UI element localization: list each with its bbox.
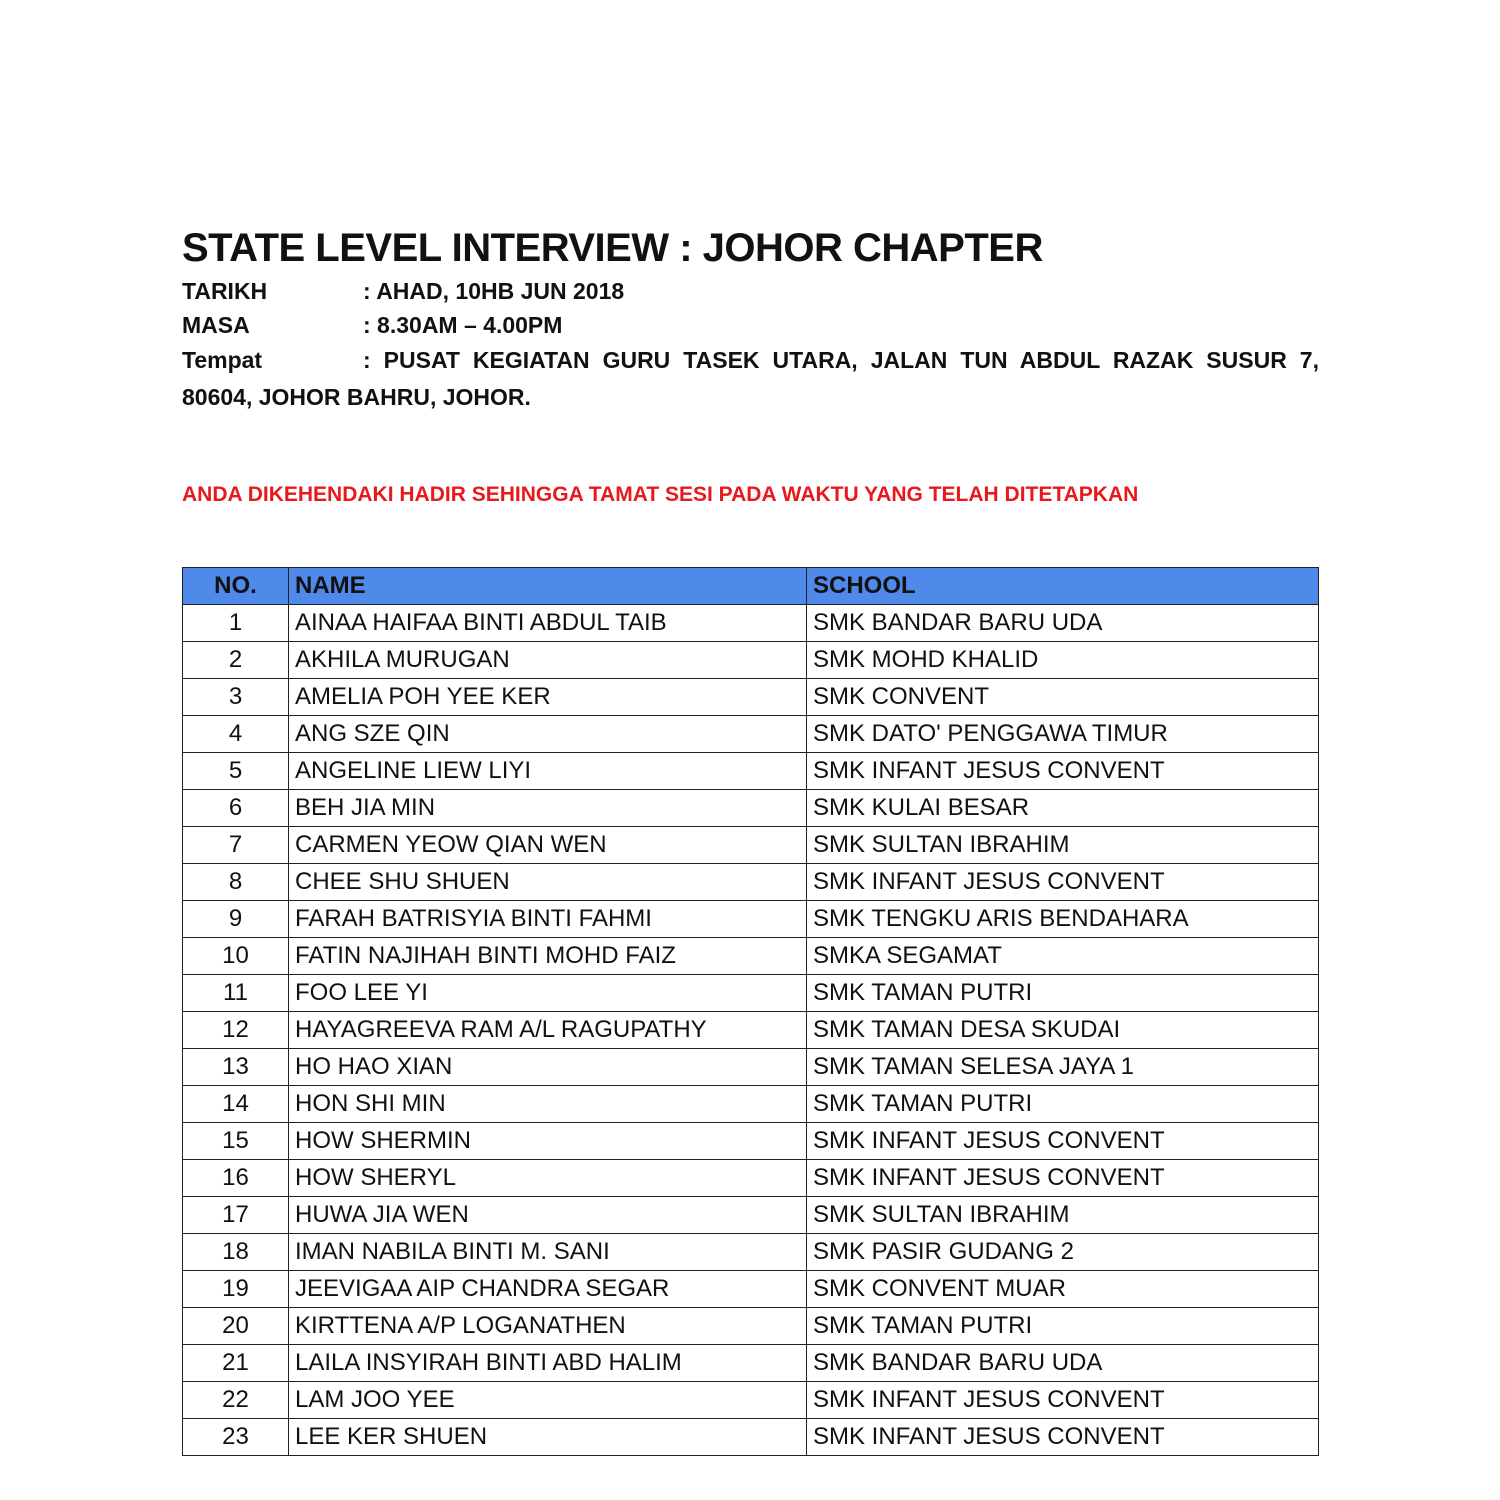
column-header-name: NAME (289, 568, 807, 605)
table-body (183, 605, 1319, 1456)
row-number: 1 (183, 605, 289, 642)
time-value: : 8.30AM – 4.00PM (363, 312, 563, 338)
row-number: 2 (183, 642, 289, 679)
table-row (183, 1419, 1319, 1456)
candidate-name: LAM JOO YEE (289, 1382, 807, 1419)
row-number: 18 (183, 1234, 289, 1271)
table-row (183, 1160, 1319, 1197)
candidate-name: HON SHI MIN (289, 1086, 807, 1123)
candidate-school: SMKA SEGAMAT (807, 938, 1319, 975)
candidate-name: HUWA JIA WEN (289, 1197, 807, 1234)
table-row (183, 1271, 1319, 1308)
candidate-table (182, 567, 1319, 1456)
candidate-name: HOW SHERYL (289, 1160, 807, 1197)
candidate-name: FATIN NAJIHAH BINTI MOHD FAIZ (289, 938, 807, 975)
attendance-notice: ANDA DIKEHENDAKI HADIR SEHINGGA TAMAT SESI PADA WAKTU YANG TELAH DITETAPKAN (182, 483, 1139, 506)
row-number: 6 (183, 790, 289, 827)
row-number: 17 (183, 1197, 289, 1234)
date-value: : AHAD, 10HB JUN 2018 (363, 278, 625, 304)
table-row (183, 790, 1319, 827)
place-row (182, 342, 1319, 416)
table-row (183, 753, 1319, 790)
candidate-name: FARAH BATRISYIA BINTI FAHMI (289, 901, 807, 938)
candidate-name: HAYAGREEVA RAM A/L RAGUPATHY (289, 1012, 807, 1049)
row-number: 7 (183, 827, 289, 864)
candidate-name: HO HAO XIAN (289, 1049, 807, 1086)
candidate-school: SMK CONVENT MUAR (807, 1271, 1319, 1308)
candidate-name: FOO LEE YI (289, 975, 807, 1012)
candidate-school: SMK INFANT JESUS CONVENT (807, 1382, 1319, 1419)
candidate-school: SMK DATO' PENGGAWA TIMUR (807, 716, 1319, 753)
candidate-name: CARMEN YEOW QIAN WEN (289, 827, 807, 864)
date-label: TARIKH (182, 278, 268, 304)
place-label: Tempat (182, 347, 263, 373)
row-number: 3 (183, 679, 289, 716)
row-number: 13 (183, 1049, 289, 1086)
candidate-school: SMK TAMAN PUTRI (807, 1308, 1319, 1345)
row-number: 20 (183, 1308, 289, 1345)
candidate-school: SMK SULTAN IBRAHIM (807, 1197, 1319, 1234)
row-number: 19 (183, 1271, 289, 1308)
row-number: 16 (183, 1160, 289, 1197)
table-header-row (183, 568, 1319, 605)
candidate-name: CHEE SHU SHUEN (289, 864, 807, 901)
candidate-name: AKHILA MURUGAN (289, 642, 807, 679)
table-row (183, 1197, 1319, 1234)
column-header-no: NO. (183, 568, 289, 605)
row-number: 15 (183, 1123, 289, 1160)
row-number: 14 (183, 1086, 289, 1123)
row-number: 11 (183, 975, 289, 1012)
table-row (183, 938, 1319, 975)
table-row (183, 864, 1319, 901)
candidate-name: BEH JIA MIN (289, 790, 807, 827)
candidate-school: SMK TAMAN SELESA JAYA 1 (807, 1049, 1319, 1086)
table-row (183, 1234, 1319, 1271)
table-row (183, 679, 1319, 716)
row-number: 21 (183, 1345, 289, 1382)
row-number: 12 (183, 1012, 289, 1049)
candidate-school: SMK KULAI BESAR (807, 790, 1319, 827)
date-row (182, 274, 1319, 308)
candidate-school: SMK INFANT JESUS CONVENT (807, 753, 1319, 790)
column-header-school: SCHOOL (807, 568, 1319, 605)
row-number: 10 (183, 938, 289, 975)
candidate-name: ANG SZE QIN (289, 716, 807, 753)
page-title: STATE LEVEL INTERVIEW : JOHOR CHAPTER (182, 226, 1043, 270)
table-row (183, 605, 1319, 642)
row-number: 22 (183, 1382, 289, 1419)
candidate-name: AINAA HAIFAA BINTI ABDUL TAIB (289, 605, 807, 642)
table-row (183, 1049, 1319, 1086)
row-number: 5 (183, 753, 289, 790)
candidate-school: SMK TAMAN DESA SKUDAI (807, 1012, 1319, 1049)
candidate-school: SMK INFANT JESUS CONVENT (807, 1160, 1319, 1197)
table-row (183, 901, 1319, 938)
table-row (183, 716, 1319, 753)
candidate-name: JEEVIGAA AIP CHANDRA SEGAR (289, 1271, 807, 1308)
row-number: 4 (183, 716, 289, 753)
document-header (182, 222, 1319, 510)
candidate-school: SMK MOHD KHALID (807, 642, 1319, 679)
place-value: : PUSAT KEGIATAN GURU TASEK UTARA, JALAN TUN ABDUL RAZAK SUSUR 7, 80604, JOHOR BAHRU, JOHOR. (182, 347, 1319, 410)
candidate-school: SMK SULTAN IBRAHIM (807, 827, 1319, 864)
table-row (183, 1382, 1319, 1419)
candidate-school: SMK CONVENT (807, 679, 1319, 716)
row-number: 23 (183, 1419, 289, 1456)
time-label: MASA (182, 312, 250, 338)
candidate-school: SMK TENGKU ARIS BENDAHARA (807, 901, 1319, 938)
candidate-school: SMK PASIR GUDANG 2 (807, 1234, 1319, 1271)
table-row (183, 1086, 1319, 1123)
table-row (183, 642, 1319, 679)
candidate-school: SMK INFANT JESUS CONVENT (807, 1419, 1319, 1456)
candidate-name: AMELIA POH YEE KER (289, 679, 807, 716)
candidate-name: HOW SHERMIN (289, 1123, 807, 1160)
candidate-name: LAILA INSYIRAH BINTI ABD HALIM (289, 1345, 807, 1382)
candidate-name: ANGELINE LIEW LIYI (289, 753, 807, 790)
candidate-school: SMK INFANT JESUS CONVENT (807, 864, 1319, 901)
table-row (183, 975, 1319, 1012)
table-row (183, 1123, 1319, 1160)
table-row (183, 1345, 1319, 1382)
time-row (182, 308, 1319, 342)
candidate-school: SMK BANDAR BARU UDA (807, 605, 1319, 642)
candidate-school: SMK BANDAR BARU UDA (807, 1345, 1319, 1382)
row-number: 8 (183, 864, 289, 901)
candidate-name: LEE KER SHUEN (289, 1419, 807, 1456)
table-row (183, 827, 1319, 864)
row-number: 9 (183, 901, 289, 938)
table-row (183, 1308, 1319, 1345)
candidate-school: SMK INFANT JESUS CONVENT (807, 1123, 1319, 1160)
candidate-name: KIRTTENA A/P LOGANATHEN (289, 1308, 807, 1345)
table-row (183, 1012, 1319, 1049)
candidate-name: IMAN NABILA BINTI M. SANI (289, 1234, 807, 1271)
candidate-school: SMK TAMAN PUTRI (807, 975, 1319, 1012)
candidate-school: SMK TAMAN PUTRI (807, 1086, 1319, 1123)
